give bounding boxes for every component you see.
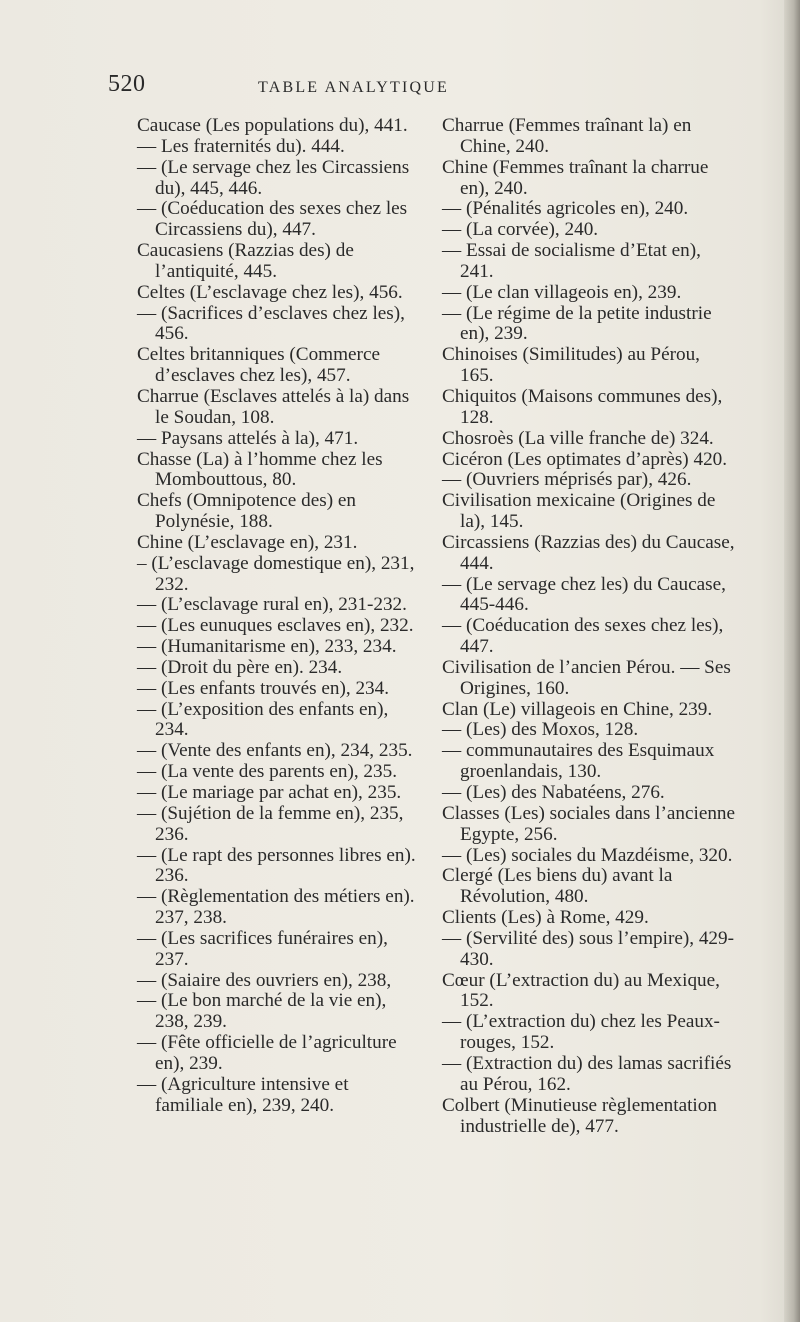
index-entry: — (Humanitarisme en), 233, 234. [137, 636, 397, 658]
index-entry: — (Les eunuques esclaves en), 232. [137, 615, 414, 637]
index-entry: Cœur (L’extraction du) au Mexique, 152. [442, 969, 720, 1012]
index-entry: — (Servilité des) sous l’empire), 429-430. [442, 927, 735, 970]
index-entry: Clients (Les) à Rome, 429. [442, 907, 649, 929]
index-column-right [442, 116, 738, 1137]
page-number: 520 [108, 71, 146, 97]
index-entry: Chine (Femmes traînant la charrue en), 240. [442, 156, 709, 199]
index-entry: — (Pénalités agricoles en), 240. [442, 198, 689, 220]
index-entry: — (Fête officielle de l’agriculture en), 239. [137, 1032, 397, 1074]
index-entry: — (Ouvriers méprisés par), 426. [442, 469, 692, 491]
index-entry: Clan (Le) villageois en Chine, 239. [442, 698, 713, 720]
index-entry: — (La vente des parents en), 235. [137, 761, 398, 783]
index-entry: Chiquitos (Maisons communes des), 128. [442, 385, 723, 428]
index-entry: — (Sujétion de la femme en), 235, 236. [137, 802, 404, 845]
index-entry: Chosroès (La ville franche de) 324. [442, 427, 714, 449]
index-entry: — (La corvée), 240. [442, 219, 599, 241]
index-entry: — (L’esclavage rural en), 231-232. [137, 594, 407, 616]
index-entry: Colbert (Minutieuse règlementation industrielle de), 477. [442, 1094, 717, 1137]
index-entry: Civilisation de l’ancien Pérou. — Ses Origines, 160. [442, 656, 731, 699]
index-entry: Classes (Les) sociales dans l’ancienne Egypte, 256. [442, 802, 736, 845]
index-entry: Chinoises (Similitudes) au Pérou, 165. [442, 344, 700, 387]
index-entry: Celtes britanniques (Commerce d’esclaves chez les), 457. [137, 344, 380, 387]
index-entry: Chine (L’esclavage en), 231. [137, 531, 358, 553]
index-entry: Chasse (La) à l’homme chez les Mombouttous, 80. [137, 448, 383, 491]
index-entry: — (Le servage chez les) du Caucase, 445-446. [442, 573, 726, 616]
index-entry: — (Le clan villageois en), 239. [442, 281, 682, 303]
index-entry: — (Coéducation des sexes chez les), 447. [442, 615, 724, 658]
index-entry: — (Le mariage par achat en), 235. [137, 782, 402, 803]
index-entry: Charrue (Esclaves attelés à la) dans le Soudan, 108. [137, 385, 410, 428]
index-entry: Cicéron (Les optimates d’après) 420. [442, 448, 728, 470]
index-entry: — (L’extraction du) chez les Peaux-rouges, 152. [442, 1011, 720, 1054]
index-entry: — (Les) des Moxos, 128. [442, 719, 639, 741]
index-entry: — Les fraternités du). 444. [137, 135, 345, 157]
index-entry: Caucasiens (Razzias des) de l’antiquité, 445. [137, 240, 354, 282]
index-entry: Caucase (Les populations du), 441. [137, 115, 408, 136]
index-column-left [137, 116, 417, 1117]
index-entry: – (L’esclavage domestique en), 231, 232. [137, 552, 415, 595]
index-entry: — (Le régime de la petite industrie en), 239. [442, 302, 712, 345]
index-entry: — (Coéducation des sexes chez les Circassiens du), 447. [137, 198, 408, 241]
index-entry: — (Droit du père en). 234. [137, 656, 343, 678]
index-entry: Celtes (L’esclavage chez les), 456. [137, 281, 403, 303]
index-entry: — (Les) des Nabatéens, 276. [442, 782, 665, 803]
index-entry: — (Le rapt des personnes libres en). 236. [137, 844, 416, 887]
index-entry: — communautaires des Esquimaux groenlandais, 130. [442, 740, 715, 783]
page-edge-shadow [784, 0, 800, 1322]
index-entry: Charrue (Femmes traînant la) en Chine, 240. [442, 115, 692, 157]
index-entry: — (Agriculture intensive et familiale en), 239, 240. [137, 1073, 349, 1116]
index-entry: — Paysans attelés à la), 471. [137, 427, 359, 449]
index-entry: — (Saiaire des ouvriers en), 238, [137, 969, 392, 991]
index-entry: — (Règlementation des métiers en). 237, 238. [137, 886, 415, 929]
index-entry: — (L’exposition des enfants en), 234. [137, 698, 389, 741]
index-entry: — (Les) sociales du Mazdéisme, 320. [442, 844, 733, 866]
running-title: TABLE ANALYTIQUE [258, 79, 449, 96]
index-entry: — (Le bon marché de la vie en), 238, 239. [137, 990, 387, 1033]
index-entry: Civilisation mexicaine (Origines de la), 145. [442, 490, 716, 533]
index-entry: — (Les sacrifices funéraires en), 237. [137, 927, 388, 970]
index-entry: Chefs (Omnipotence des) en Polynésie, 188. [137, 490, 356, 533]
index-entry: Circassiens (Razzias des) du Caucase, 444. [442, 531, 735, 574]
index-entry: Clergé (Les biens du) avant la Révolution, 480. [442, 865, 673, 908]
index-entry: — Essai de socialisme d’Etat en), 241. [442, 240, 701, 282]
index-entry: — (Extraction du) des lamas sacrifiés au Pérou, 162. [442, 1052, 732, 1095]
index-entry: — (Vente des enfants en), 234, 235. [137, 740, 413, 762]
index-entry: — (Sacrifices d’esclaves chez les), 456. [137, 302, 405, 345]
index-entry: — (Le servage chez les Circassiens du), 445, 446. [137, 156, 410, 199]
index-entry: — (Les enfants trouvés en), 234. [137, 677, 390, 699]
